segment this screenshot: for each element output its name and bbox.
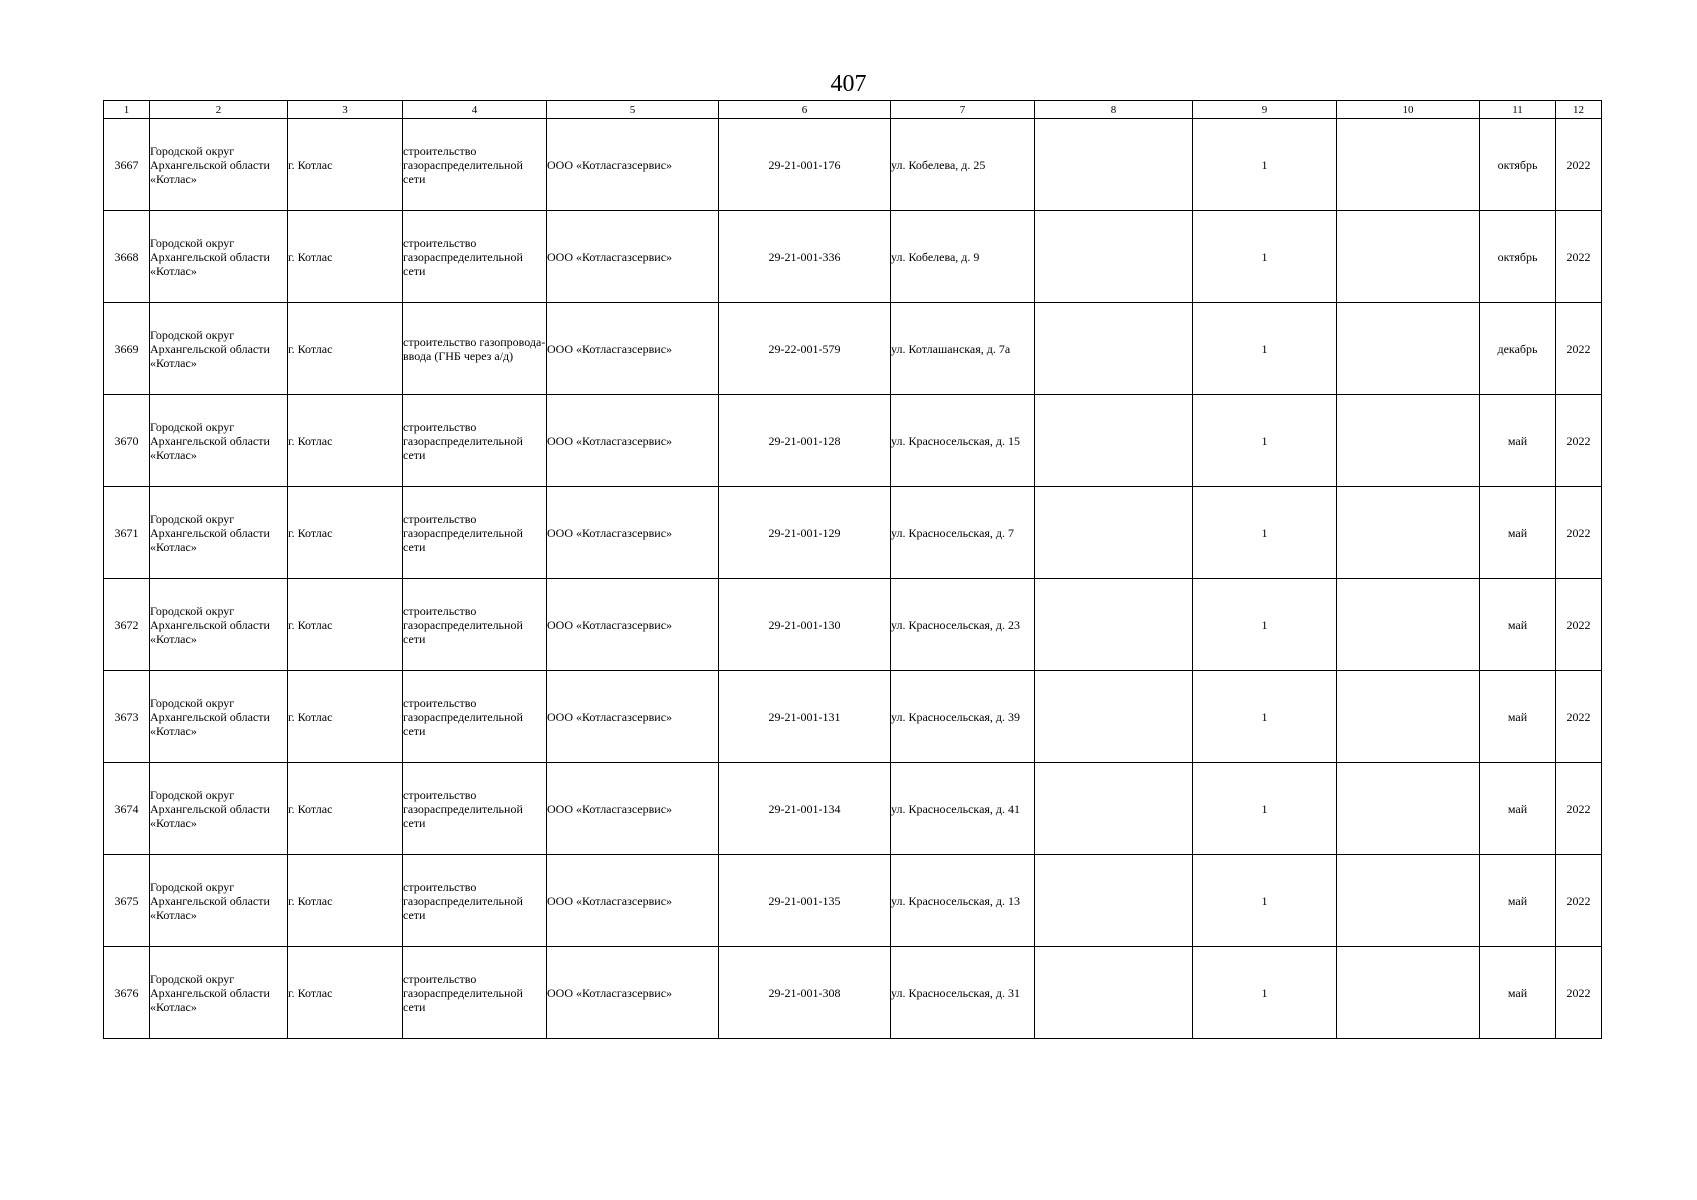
row-number-cell: 3671 xyxy=(104,487,150,579)
row-number-cell: 3675 xyxy=(104,855,150,947)
organization-cell: ООО «Котласгазсервис» xyxy=(547,211,719,303)
organization-cell: ООО «Котласгазсервис» xyxy=(547,303,719,395)
month-cell: май xyxy=(1480,855,1556,947)
row-number-cell: 3668 xyxy=(104,211,150,303)
column-10-cell xyxy=(1337,763,1480,855)
quantity-cell: 1 xyxy=(1193,303,1337,395)
work-type-cell: строительство газораспределительной сети xyxy=(403,211,547,303)
object-code-cell: 29-21-001-176 xyxy=(719,119,891,211)
quantity-cell: 1 xyxy=(1193,211,1337,303)
municipality-cell: Городской округ Архангельской области «Котлас» xyxy=(150,671,288,763)
month-cell: май xyxy=(1480,763,1556,855)
address-cell: ул. Кобелева, д. 25 xyxy=(891,119,1035,211)
quantity-cell: 1 xyxy=(1193,855,1337,947)
year-cell: 2022 xyxy=(1556,211,1602,303)
work-type-cell: строительство газораспределительной сети xyxy=(403,947,547,1039)
column-header: 12 xyxy=(1556,101,1602,119)
column-10-cell xyxy=(1337,119,1480,211)
column-8-cell xyxy=(1035,855,1193,947)
row-number-cell: 3673 xyxy=(104,671,150,763)
registry-table xyxy=(103,100,1602,1039)
object-code-cell: 29-21-001-336 xyxy=(719,211,891,303)
table-row xyxy=(104,763,1602,855)
column-header: 8 xyxy=(1035,101,1193,119)
month-cell: май xyxy=(1480,579,1556,671)
table-row xyxy=(104,395,1602,487)
settlement-cell: г. Котлас xyxy=(288,487,403,579)
settlement-cell: г. Котлас xyxy=(288,303,403,395)
address-cell: ул. Красносельская, д. 7 xyxy=(891,487,1035,579)
settlement-cell: г. Котлас xyxy=(288,855,403,947)
work-type-cell: строительство газораспределительной сети xyxy=(403,119,547,211)
address-cell: ул. Красносельская, д. 41 xyxy=(891,763,1035,855)
row-number-cell: 3670 xyxy=(104,395,150,487)
object-code-cell: 29-21-001-128 xyxy=(719,395,891,487)
year-cell: 2022 xyxy=(1556,303,1602,395)
table-row xyxy=(104,211,1602,303)
table-row xyxy=(104,487,1602,579)
column-10-cell xyxy=(1337,303,1480,395)
column-8-cell xyxy=(1035,211,1193,303)
month-cell: декабрь xyxy=(1480,303,1556,395)
organization-cell: ООО «Котласгазсервис» xyxy=(547,579,719,671)
table-row xyxy=(104,303,1602,395)
work-type-cell: строительство газораспределительной сети xyxy=(403,395,547,487)
table-body xyxy=(104,119,1602,1039)
year-cell: 2022 xyxy=(1556,579,1602,671)
year-cell: 2022 xyxy=(1556,395,1602,487)
object-code-cell: 29-21-001-131 xyxy=(719,671,891,763)
year-cell: 2022 xyxy=(1556,671,1602,763)
month-cell: май xyxy=(1480,671,1556,763)
month-cell: октябрь xyxy=(1480,119,1556,211)
column-8-cell xyxy=(1035,579,1193,671)
municipality-cell: Городской округ Архангельской области «Котлас» xyxy=(150,579,288,671)
column-header: 5 xyxy=(547,101,719,119)
column-header: 6 xyxy=(719,101,891,119)
organization-cell: ООО «Котласгазсервис» xyxy=(547,395,719,487)
municipality-cell: Городской округ Архангельской области «Котлас» xyxy=(150,211,288,303)
month-cell: май xyxy=(1480,487,1556,579)
settlement-cell: г. Котлас xyxy=(288,579,403,671)
work-type-cell: строительство газораспределительной сети xyxy=(403,763,547,855)
year-cell: 2022 xyxy=(1556,487,1602,579)
year-cell: 2022 xyxy=(1556,947,1602,1039)
row-number-cell: 3676 xyxy=(104,947,150,1039)
column-8-cell xyxy=(1035,763,1193,855)
address-cell: ул. Красносельская, д. 31 xyxy=(891,947,1035,1039)
column-8-cell xyxy=(1035,395,1193,487)
row-number-cell: 3672 xyxy=(104,579,150,671)
column-10-cell xyxy=(1337,487,1480,579)
object-code-cell: 29-21-001-308 xyxy=(719,947,891,1039)
column-8-cell xyxy=(1035,119,1193,211)
organization-cell: ООО «Котласгазсервис» xyxy=(547,763,719,855)
organization-cell: ООО «Котласгазсервис» xyxy=(547,947,719,1039)
column-header: 3 xyxy=(288,101,403,119)
column-header: 2 xyxy=(150,101,288,119)
table-header xyxy=(104,101,1602,119)
column-header: 4 xyxy=(403,101,547,119)
column-10-cell xyxy=(1337,947,1480,1039)
year-cell: 2022 xyxy=(1556,119,1602,211)
object-code-cell: 29-22-001-579 xyxy=(719,303,891,395)
table-row xyxy=(104,579,1602,671)
column-header: 1 xyxy=(104,101,150,119)
column-10-cell xyxy=(1337,211,1480,303)
table-row xyxy=(104,947,1602,1039)
organization-cell: ООО «Котласгазсервис» xyxy=(547,671,719,763)
quantity-cell: 1 xyxy=(1193,947,1337,1039)
column-8-cell xyxy=(1035,947,1193,1039)
column-10-cell xyxy=(1337,395,1480,487)
address-cell: ул. Котлашанская, д. 7а xyxy=(891,303,1035,395)
year-cell: 2022 xyxy=(1556,763,1602,855)
column-header: 11 xyxy=(1480,101,1556,119)
settlement-cell: г. Котлас xyxy=(288,211,403,303)
settlement-cell: г. Котлас xyxy=(288,947,403,1039)
municipality-cell: Городской округ Архангельской области «Котлас» xyxy=(150,947,288,1039)
address-cell: ул. Красносельская, д. 23 xyxy=(891,579,1035,671)
object-code-cell: 29-21-001-130 xyxy=(719,579,891,671)
table-row xyxy=(104,855,1602,947)
address-cell: ул. Красносельская, д. 13 xyxy=(891,855,1035,947)
header-row xyxy=(104,101,1602,119)
column-8-cell xyxy=(1035,671,1193,763)
column-header: 10 xyxy=(1337,101,1480,119)
quantity-cell: 1 xyxy=(1193,395,1337,487)
column-10-cell xyxy=(1337,855,1480,947)
column-10-cell xyxy=(1337,671,1480,763)
work-type-cell: строительство газопровода-ввода (ГНБ через а/д) xyxy=(403,303,547,395)
column-10-cell xyxy=(1337,579,1480,671)
month-cell: май xyxy=(1480,947,1556,1039)
row-number-cell: 3667 xyxy=(104,119,150,211)
settlement-cell: г. Котлас xyxy=(288,395,403,487)
row-number-cell: 3674 xyxy=(104,763,150,855)
settlement-cell: г. Котлас xyxy=(288,763,403,855)
quantity-cell: 1 xyxy=(1193,671,1337,763)
table-row xyxy=(104,671,1602,763)
quantity-cell: 1 xyxy=(1193,119,1337,211)
address-cell: ул. Красносельская, д. 15 xyxy=(891,395,1035,487)
municipality-cell: Городской округ Архангельской области «Котлас» xyxy=(150,119,288,211)
month-cell: май xyxy=(1480,395,1556,487)
settlement-cell: г. Котлас xyxy=(288,671,403,763)
address-cell: ул. Кобелева, д. 9 xyxy=(891,211,1035,303)
column-8-cell xyxy=(1035,487,1193,579)
municipality-cell: Городской округ Архангельской области «Котлас» xyxy=(150,303,288,395)
row-number-cell: 3669 xyxy=(104,303,150,395)
address-cell: ул. Красносельская, д. 39 xyxy=(891,671,1035,763)
municipality-cell: Городской округ Архангельской области «Котлас» xyxy=(150,763,288,855)
column-header: 9 xyxy=(1193,101,1337,119)
work-type-cell: строительство газораспределительной сети xyxy=(403,487,547,579)
page-number: 407 xyxy=(830,71,867,97)
column-header: 7 xyxy=(891,101,1035,119)
object-code-cell: 29-21-001-129 xyxy=(719,487,891,579)
municipality-cell: Городской округ Архангельской области «Котлас» xyxy=(150,395,288,487)
quantity-cell: 1 xyxy=(1193,763,1337,855)
table-row xyxy=(104,119,1602,211)
quantity-cell: 1 xyxy=(1193,579,1337,671)
object-code-cell: 29-21-001-135 xyxy=(719,855,891,947)
object-code-cell: 29-21-001-134 xyxy=(719,763,891,855)
organization-cell: ООО «Котласгазсервис» xyxy=(547,487,719,579)
work-type-cell: строительство газораспределительной сети xyxy=(403,671,547,763)
year-cell: 2022 xyxy=(1556,855,1602,947)
settlement-cell: г. Котлас xyxy=(288,119,403,211)
month-cell: октябрь xyxy=(1480,211,1556,303)
work-type-cell: строительство газораспределительной сети xyxy=(403,579,547,671)
organization-cell: ООО «Котласгазсервис» xyxy=(547,855,719,947)
column-8-cell xyxy=(1035,303,1193,395)
quantity-cell: 1 xyxy=(1193,487,1337,579)
municipality-cell: Городской округ Архангельской области «Котлас» xyxy=(150,855,288,947)
municipality-cell: Городской округ Архангельской области «Котлас» xyxy=(150,487,288,579)
work-type-cell: строительство газораспределительной сети xyxy=(403,855,547,947)
organization-cell: ООО «Котласгазсервис» xyxy=(547,119,719,211)
